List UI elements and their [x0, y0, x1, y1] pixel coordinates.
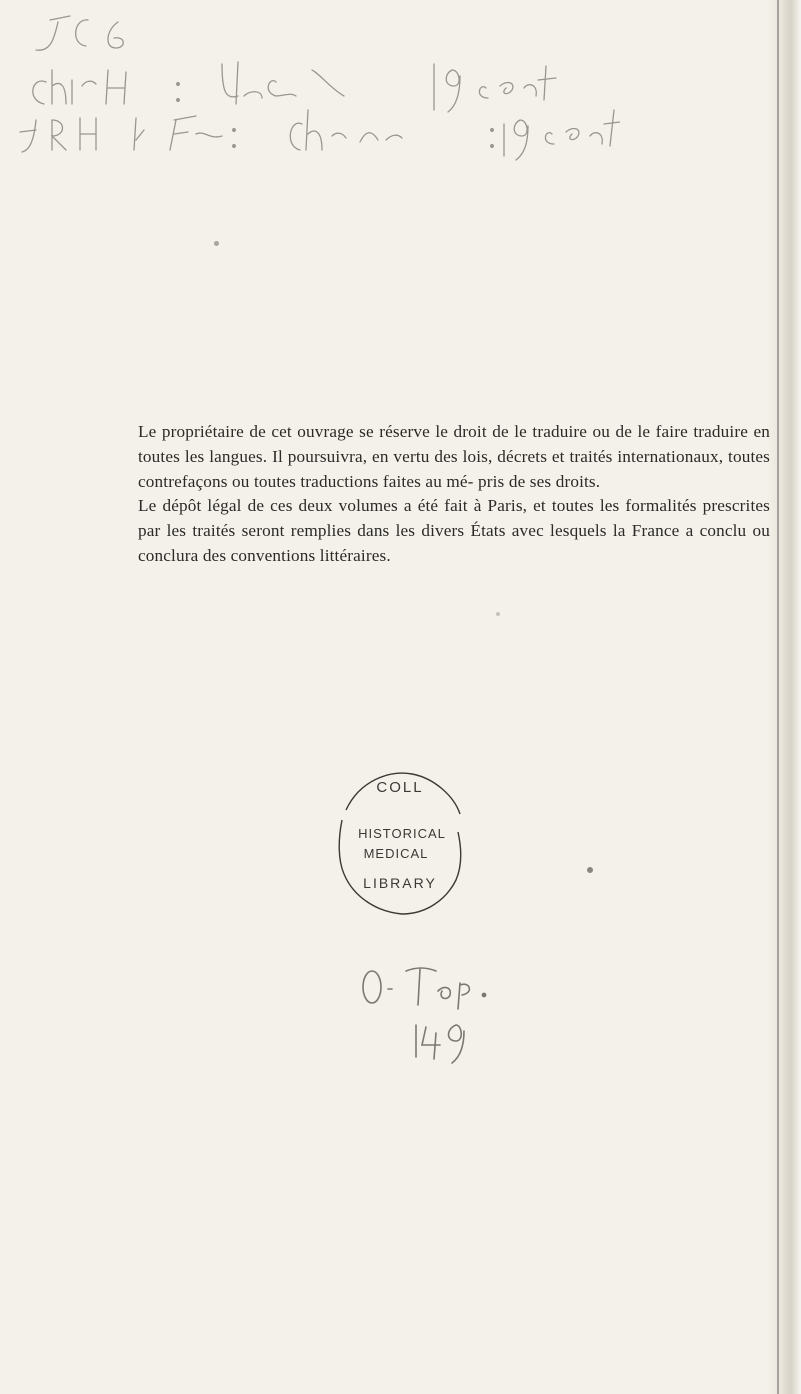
paper-speck: [214, 241, 219, 246]
legal-paragraph-deposit: Le dépôt légal de ces deux volumes a été fait à Paris, et toutes les formalités prescrites par les traités seront remplies dans les divers États avec lesquels la France a conclu ou conclura des conventions littéraires.: [138, 496, 770, 565]
legal-paragraph-translation-rights: Le propriétaire de cet ouvrage se réserve le droit de le traduire ou de le faire traduire en toutes les langues. Il poursuivra, en vertu des lois, décrets et traités internationaux, toutes contrefaçons ou toutes traductions faites au mé- pris de ses droits.: [138, 422, 770, 491]
paper-speck: [587, 867, 593, 873]
handwritten-shelfmark: [0, 0, 620, 170]
binding-gutter-line: [777, 0, 779, 1394]
stamp-arc-top: COLL: [376, 779, 424, 796]
pencil-call-number: [360, 955, 500, 1075]
legal-notice: [138, 420, 770, 569]
page-binding-edge: [767, 0, 801, 1394]
library-stamp: [330, 770, 470, 920]
stamp-line-historical: HISTORICAL: [358, 826, 446, 841]
stamp-line-medical: MEDICAL: [363, 846, 429, 861]
stamp-arc-bottom: LIBRARY: [363, 875, 437, 891]
paper-speck: [496, 612, 500, 616]
